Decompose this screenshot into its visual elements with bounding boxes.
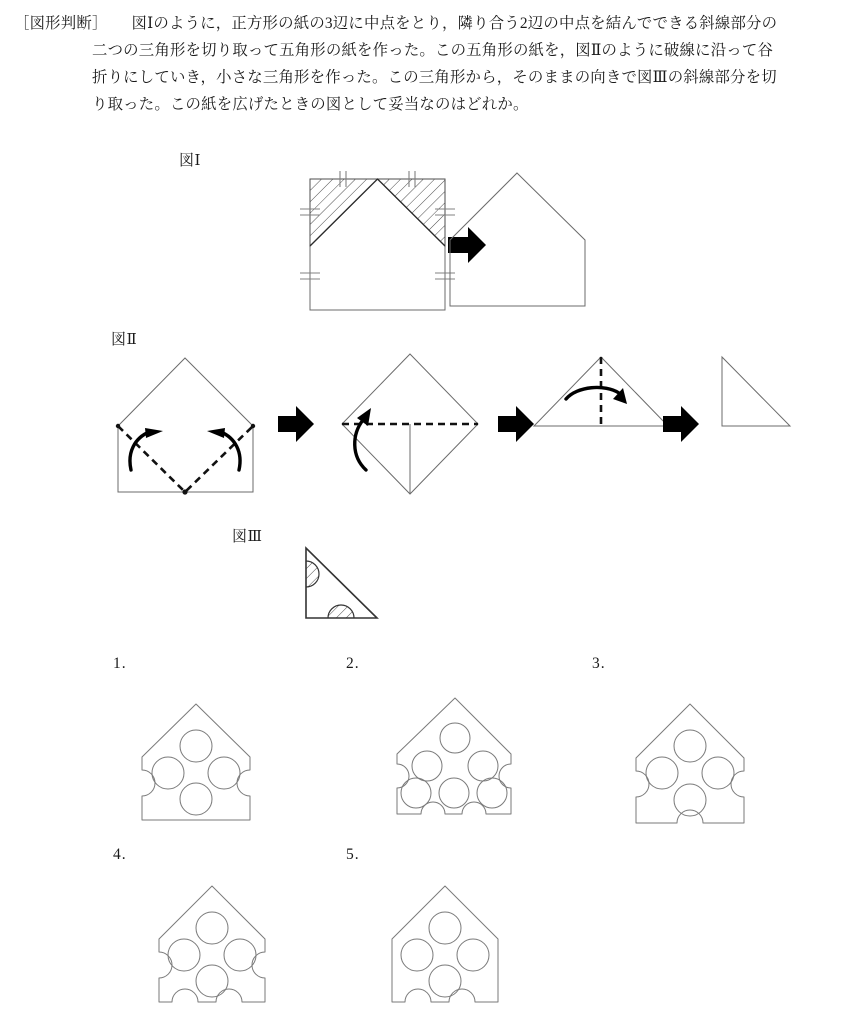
question-text-1: 図Ⅰのように，正方形の紙の3辺に中点をとり，隣り合う2辺の中点を結んでできる斜線部分の <box>131 15 778 32</box>
subject-tag: ［図形判断］ <box>14 15 108 32</box>
fig2-step-4 <box>722 357 790 426</box>
option-5-shape[interactable] <box>378 880 528 1015</box>
option-2-shape[interactable] <box>383 690 538 835</box>
arrow-right-icon <box>448 227 486 263</box>
question-block <box>0 0 846 118</box>
question-line-3: 折りにしていき，小さな三角形を作った。この三角形から，そのままの向きで図Ⅲの斜線部分を切 <box>92 69 777 86</box>
arrow-right-icon-3 <box>663 406 699 442</box>
option-3-label: 3. <box>592 655 606 672</box>
fig2-step-3 <box>534 357 668 426</box>
figure-3-label: 図Ⅲ <box>232 529 263 545</box>
fig2-step-1 <box>116 358 255 495</box>
option-2-label: 2. <box>346 655 360 672</box>
figure-1-label: 図Ⅰ <box>179 153 201 169</box>
figure-1-graphic <box>290 165 680 325</box>
question-line-4: り取った。この紙を広げたときの図として妥当なのはどれか。 <box>92 96 529 113</box>
option-4-shape[interactable] <box>145 880 295 1015</box>
option-1-label: 1. <box>113 655 127 672</box>
option-1-shape[interactable] <box>128 698 278 833</box>
question-line-1 <box>14 10 832 37</box>
fig2-step-2 <box>342 354 478 494</box>
question-line-2: 二つの三角形を切り取って五角形の紙を作った。この五角形の紙を，図Ⅱのように破線に沿って谷 <box>92 42 774 59</box>
option-4-label: 4. <box>113 846 127 863</box>
arrow-right-icon-2 <box>498 406 534 442</box>
figure-2-label: 図Ⅱ <box>111 332 138 348</box>
option-5-label: 5. <box>346 846 360 863</box>
arrow-right-icon-1 <box>278 406 314 442</box>
figure-3-graphic <box>295 540 395 630</box>
figure-2-graphic <box>105 348 795 508</box>
option-3-shape[interactable] <box>618 698 773 838</box>
